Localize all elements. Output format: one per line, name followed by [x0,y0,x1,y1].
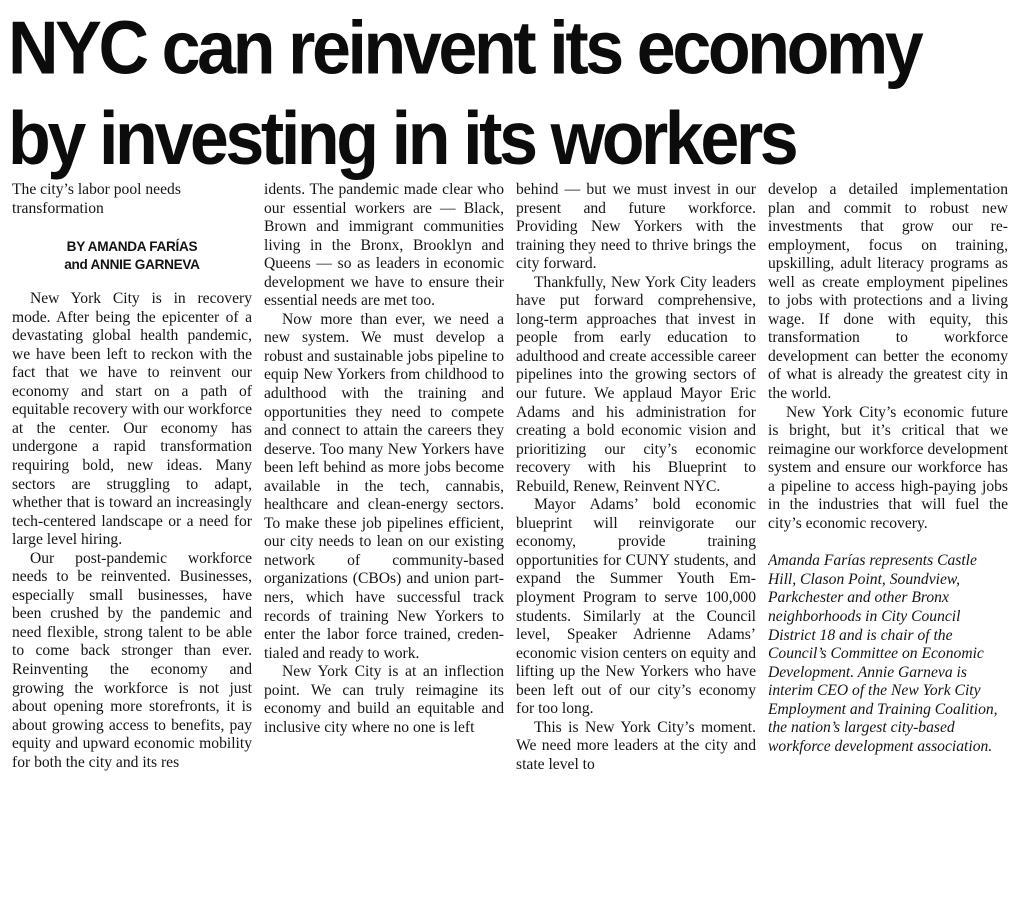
deck: The city’s labor pool needs transformation [12,181,181,217]
paragraph: Mayor Adams’ bold economic blueprint will reinvigorate our economy, provide training opportunities for CUNY students, and expand the Summer Youth Employment Program to serve 100,000 students. Similarly at the Council level, Speaker Adrienne Adams’ economic vision centers on equity and lifting up the New Yorkers who have been left out of our city’s economy for too long. [516,496,756,718]
byline-author-2: and ANNIE GARNEVA [64,257,200,273]
author-bio: Amanda Farías represents Castle Hill, Clason Point, Soundview, Parkchester and other Bronx neighborhoods in City Council District 18 and is chair of the Council’s Committee on Economic Development. Annie Garneva is interim CEO of the New York City Employment and Training Coalition, the nation’s largest city-based workforce development association. [768,552,998,755]
byline [12,238,252,274]
column-1 [12,181,252,893]
paragraph: New York City’s economic future is bright, but it’s critical that we reimagine our workforce development system and ensure our workforce has a pipeline to access high-paying jobs in the industries that will fuel the city’s economic recovery. [768,403,1008,532]
paragraph-continued: develop a detailed implementation plan and commit to robust new investments that grow our re-employment, focus on training, upskilling, adult literacy programs as well as create employment pipelines to jobs with protections and a living wage. If done with equity, this transformation to workforce development can better the economy of what is already the greatest city in the world. [768,181,1008,403]
column-2 [264,181,504,893]
paragraph: Thankfully, New York City leaders have put forward comprehensive, long-term approaches that invest in people from early education to adulthood and create accessible career pipelines into the growing sectors of our future. We applaud Mayor Eric Adams and his administration for creating a bold economic vision and prioritizing our city’s economic recovery with his Blueprint to Rebuild, Renew, Reinvent NYC. [516,273,756,495]
headline [8,2,1018,183]
paragraph-continued: idents. The pandemic made clear who our essential workers are — Black, Brown and immigrant communities living in the Bronx, Brooklyn and Queens — so as leaders in economic development we have to ensure their essential needs are met too. [264,181,504,310]
paragraph: New York City is at an inflection point. We can truly reimagine its economy and build an equitable and inclusive city where no one is left [264,663,504,736]
column-3 [516,181,756,893]
headline-line-2: by investing in its workers [8,95,796,181]
paragraph-continued: behind — but we must invest in our present and future workforce. Providing New Yorkers with the training they need to thrive brings the city forward. [516,181,756,273]
paragraph: Our post-pandemic workforce needs to be reinvented. Businesses, especially small businesses, have been crushed by the pandemic and need flexible, strong talent to be able to come back stronger than ever. Reinventing the economy and growing the workforce is not just about opening more storefronts, it is about growing access to benefits, pay equity and upward economic mobility for both the city and its res [12,549,252,771]
paragraph: Now more than ever, we need a new system. We must develop a robust and sustainable jobs pipeline to equip New Yorkers from childhood to adulthood with the training and opportunities they need to compete and connect to attain the careers they deserve. Too many New Yorkers have been left behind as more jobs become available in the tech, cannabis, healthcare and clean-energy sectors. To make these job pipelines efficient, our city needs to lean on our existing network of community-based organizations (CBOs) and union partners, which have successful track records of training New Yorkers to enter the labor force trained, credentialed and ready to work. [264,310,504,662]
paragraph: This is New York City’s moment. We need more leaders at the city and state level to [516,718,756,773]
headline-line-1: NYC can reinvent its economy [8,5,921,90]
column-4 [768,181,1008,893]
paragraph: New York City is in recovery mode. After being the epicenter of a devastating global health pandemic, we have been left to reckon with the fact that we have to reinvent our economy and start on a path of equitable recovery with our workforce at the center. Our economy has undergone a rapid transformation requiring bold, new ideas. Many sectors are struggling to adapt, whether that is toward an increasingly tech-centered landscape or a need for large level hiring. [12,290,252,549]
byline-author-1: BY AMANDA FARÍAS [66,239,198,255]
